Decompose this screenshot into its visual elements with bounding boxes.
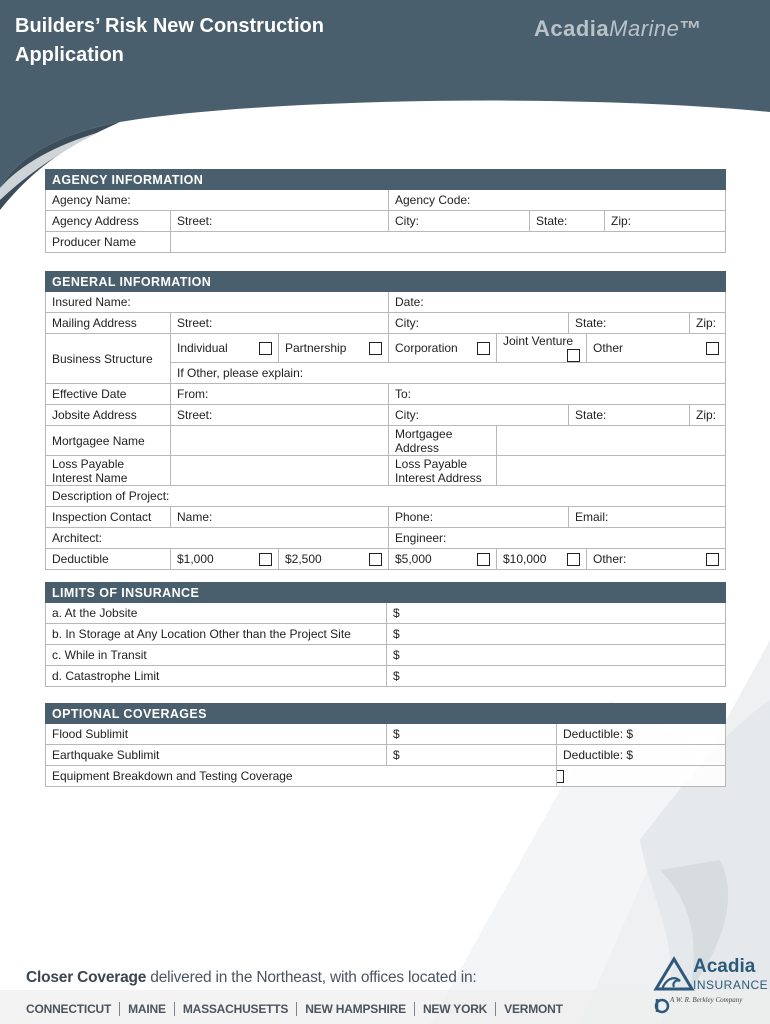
partnership-option[interactable]: Partnership	[279, 334, 389, 363]
acadia-logo-insurance: INSURANCE	[693, 978, 769, 992]
deductible-other-checkbox[interactable]	[706, 553, 719, 566]
mailing-street-field[interactable]: Street:	[171, 313, 389, 334]
equipment-breakdown-label: Equipment Breakdown and Testing Coverage	[46, 766, 557, 787]
mortgagee-name-label: Mortgagee Name	[46, 426, 171, 456]
page-title	[15, 12, 435, 70]
deductible-other-option[interactable]: Other:	[587, 549, 726, 570]
deductible-2500-option[interactable]: $2,500	[279, 549, 389, 570]
agency-information-section	[45, 169, 726, 253]
if-other-explain-field[interactable]: If Other, please explain:	[171, 363, 726, 384]
date-field[interactable]: Date:	[389, 292, 726, 313]
earthquake-sublimit-field[interactable]: $	[387, 745, 557, 766]
individual-checkbox[interactable]	[259, 342, 272, 355]
deductible-1000-option[interactable]: $1,000	[171, 549, 279, 570]
mortgagee-address-label: Mortgagee Address	[389, 426, 497, 456]
loss-payable-address-label: Loss Payable Interest Address	[389, 456, 497, 486]
agency-street-field[interactable]: Street:	[171, 211, 389, 232]
mortgagee-name-field[interactable]	[171, 426, 389, 456]
agency-zip-field[interactable]: Zip:	[605, 211, 726, 232]
engineer-field[interactable]: Engineer:	[389, 528, 726, 549]
flood-deductible-field[interactable]: Deductible: $	[557, 724, 726, 745]
limit-jobsite-field[interactable]: $	[387, 603, 726, 624]
equipment-breakdown-checkbox[interactable]	[557, 770, 565, 783]
flood-sublimit-label: Flood Sublimit	[46, 724, 387, 745]
state-new-hampshire: NEW HAMPSHIRE	[296, 1002, 414, 1016]
wr-berkley-company: A W. R. Berkley Company	[670, 996, 743, 1004]
acadia-logo-name: Acadia	[693, 956, 756, 977]
corporation-checkbox[interactable]	[477, 342, 490, 355]
deductible-label: Deductible	[46, 549, 171, 570]
business-structure-label: Business Structure	[46, 334, 171, 384]
inspection-email-field[interactable]: Email:	[569, 507, 726, 528]
agency-name-field[interactable]: Agency Name:	[46, 190, 389, 211]
joint-venture-checkbox[interactable]	[567, 349, 580, 362]
acadia-marine-logo: AcadiaMarine™	[534, 16, 702, 41]
mailing-zip-field[interactable]: Zip:	[690, 313, 726, 334]
flood-sublimit-field[interactable]: $	[387, 724, 557, 745]
earthquake-sublimit-label: Earthquake Sublimit	[46, 745, 387, 766]
limits-of-insurance-header: LIMITS OF INSURANCE	[46, 583, 726, 603]
limit-storage-field[interactable]: $	[387, 624, 726, 645]
mailing-state-field[interactable]: State:	[569, 313, 690, 334]
other-option[interactable]: Other	[587, 334, 726, 363]
deductible-5000-option[interactable]: $5,000	[389, 549, 497, 570]
joint-venture-option[interactable]: Joint Venture	[497, 334, 587, 363]
project-description-field[interactable]: Description of Project:	[46, 486, 726, 507]
jobsite-street-field[interactable]: Street:	[171, 405, 389, 426]
agency-address-label: Agency Address	[46, 211, 171, 232]
equipment-breakdown-option[interactable]	[557, 766, 726, 787]
inspection-phone-field[interactable]: Phone:	[389, 507, 569, 528]
agency-information-header: AGENCY INFORMATION	[46, 170, 726, 190]
optional-coverages-section	[45, 703, 726, 787]
state-maine: MAINE	[119, 1002, 174, 1016]
deductible-5000-checkbox[interactable]	[477, 553, 490, 566]
limit-jobsite-label: a. At the Jobsite	[46, 603, 387, 624]
title-line-2: Application	[15, 44, 124, 66]
state-new-york: NEW YORK	[414, 1002, 495, 1016]
office-states-list	[26, 1002, 571, 1016]
loss-payable-name-label: Loss Payable Interest Name	[46, 456, 171, 486]
mortgagee-address-field[interactable]	[497, 426, 726, 456]
other-checkbox[interactable]	[706, 342, 719, 355]
limit-transit-label: c. While in Transit	[46, 645, 387, 666]
limits-of-insurance-section	[45, 582, 726, 687]
general-information-header: GENERAL INFORMATION	[46, 272, 726, 292]
optional-coverages-header: OPTIONAL COVERAGES	[46, 704, 726, 724]
earthquake-deductible-field[interactable]: Deductible: $	[557, 745, 726, 766]
individual-option[interactable]: Individual	[171, 334, 279, 363]
agency-code-field[interactable]: Agency Code:	[389, 190, 726, 211]
effective-to-field[interactable]: To:	[389, 384, 726, 405]
jobsite-zip-field[interactable]: Zip:	[690, 405, 726, 426]
limit-storage-label: b. In Storage at Any Location Other than the Project Site	[46, 624, 387, 645]
mailing-address-label: Mailing Address	[46, 313, 171, 334]
deductible-10000-checkbox[interactable]	[567, 553, 580, 566]
loss-payable-name-field[interactable]	[171, 456, 389, 486]
producer-name-label: Producer Name	[46, 232, 171, 253]
effective-date-label: Effective Date	[46, 384, 171, 405]
title-line-1: Builders’ Risk New Construction	[15, 15, 324, 37]
inspection-name-field[interactable]: Name:	[171, 507, 389, 528]
inspection-contact-label: Inspection Contact	[46, 507, 171, 528]
producer-name-field[interactable]	[171, 232, 726, 253]
limit-transit-field[interactable]: $	[387, 645, 726, 666]
corporation-option[interactable]: Corporation	[389, 334, 497, 363]
limit-catastrophe-field[interactable]: $	[387, 666, 726, 687]
jobsite-city-field[interactable]: City:	[389, 405, 569, 426]
mailing-city-field[interactable]: City:	[389, 313, 569, 334]
architect-field[interactable]: Architect:	[46, 528, 389, 549]
agency-city-field[interactable]: City:	[389, 211, 530, 232]
jobsite-state-field[interactable]: State:	[569, 405, 690, 426]
insured-name-field[interactable]: Insured Name:	[46, 292, 389, 313]
jobsite-address-label: Jobsite Address	[46, 405, 171, 426]
effective-from-field[interactable]: From:	[171, 384, 389, 405]
state-connecticut: CONNECTICUT	[26, 1002, 112, 1016]
agency-state-field[interactable]: State:	[530, 211, 605, 232]
deductible-10000-option[interactable]: $10,000	[497, 549, 587, 570]
limit-catastrophe-label: d. Catastrophe Limit	[46, 666, 387, 687]
partnership-checkbox[interactable]	[369, 342, 382, 355]
state-massachusetts: MASSACHUSETTS	[174, 1002, 296, 1016]
loss-payable-address-field[interactable]	[497, 456, 726, 486]
deductible-2500-checkbox[interactable]	[369, 553, 382, 566]
general-information-section	[45, 271, 726, 570]
footer-tagline: Closer Coverage delivered in the Northeast, with offices located in:	[26, 969, 477, 986]
state-vermont: VERMONT	[495, 1002, 571, 1016]
deductible-1000-checkbox[interactable]	[259, 553, 272, 566]
